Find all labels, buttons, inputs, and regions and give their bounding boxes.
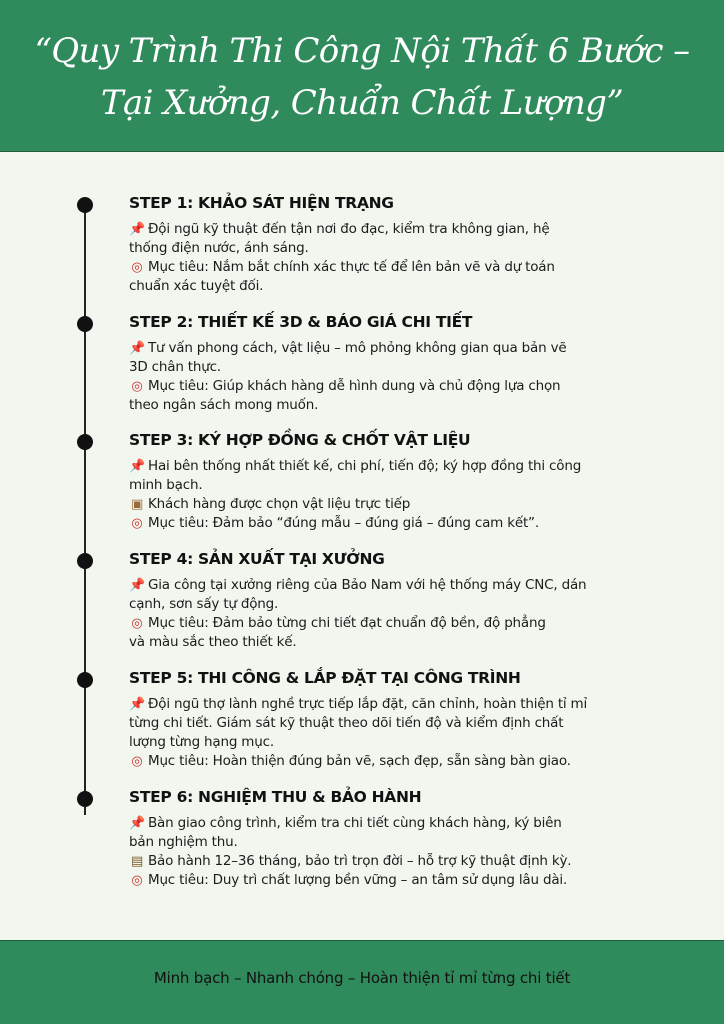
step-line	[129, 358, 649, 377]
step-line-text: Bàn giao công trình, kiểm tra chi tiết cùng khách hàng, ký biên	[148, 815, 562, 831]
step-line-text: từng chi tiết. Giám sát kỹ thuật theo dõi tiến độ và kiểm định chất	[129, 715, 564, 731]
timeline-dot	[77, 434, 93, 450]
pushpin-icon: 📌	[129, 459, 145, 474]
step-line	[129, 258, 649, 277]
page-title-line-1: “Quy Trình Thi Công Nội Thất 6 Bước –	[34, 31, 690, 71]
step-line-text: thống điện nước, ánh sáng.	[129, 240, 309, 256]
step-item	[129, 312, 649, 415]
step-item	[129, 668, 649, 771]
page-title-line-2: Tại Xưởng, Chuẩn Chất Lượng”	[100, 83, 624, 123]
step-line-text: Bảo hành 12–36 tháng, bảo trì trọn đời – hỗ trợ kỹ thuật định kỳ.	[148, 853, 572, 869]
step-line-text: theo ngân sách mong muốn.	[129, 397, 319, 413]
pushpin-icon: 📌	[129, 578, 145, 593]
step-line-text: Khách hàng được chọn vật liệu trực tiếp	[148, 496, 411, 512]
pushpin-icon: 📌	[129, 697, 145, 712]
step-line	[129, 695, 649, 714]
step-line	[129, 457, 649, 476]
step-line	[129, 714, 649, 733]
timeline-dot	[77, 553, 93, 569]
step-line-text: Mục tiêu: Đảm bảo “đúng mẫu – đúng giá – đúng cam kết”.	[148, 515, 539, 531]
step-line-text: và màu sắc theo thiết kế.	[129, 634, 297, 650]
step-line-text: Tư vấn phong cách, vật liệu – mô phỏng không gian qua bản vẽ	[148, 340, 567, 356]
step-title: STEP 1: KHẢO SÁT HIỆN TRẠNG	[129, 194, 394, 212]
step-line	[129, 752, 649, 771]
step-line-text: Đội ngũ thợ lành nghề trực tiếp lắp đặt, căn chỉnh, hoàn thiện tỉ mỉ	[148, 696, 588, 712]
target-icon: ◎	[131, 379, 143, 394]
target-icon: ◎	[131, 260, 143, 275]
pushpin-icon: 📌	[129, 222, 145, 237]
step-line-text: Mục tiêu: Đảm bảo từng chi tiết đạt chuẩn độ bền, độ phẳng	[148, 615, 546, 631]
step-line	[129, 833, 649, 852]
target-icon: ◎	[131, 754, 143, 769]
step-line	[129, 495, 649, 514]
step-line-text: Mục tiêu: Hoàn thiện đúng bản vẽ, sạch đẹp, sẵn sàng bàn giao.	[148, 753, 571, 769]
step-line	[129, 733, 649, 752]
step-line-text: chuẩn xác tuyệt đối.	[129, 278, 264, 294]
step-line	[129, 239, 649, 258]
header-banner	[0, 0, 724, 152]
step-line-text: 3D chân thực.	[129, 359, 221, 375]
step-item	[129, 193, 649, 296]
step-title: STEP 3: KÝ HỢP ĐỒNG & CHỐT VẬT LIỆU	[129, 431, 471, 449]
step-title: STEP 5: THI CÔNG & LẮP ĐẶT TẠI CÔNG TRÌNH	[129, 669, 521, 687]
step-line-text: Đội ngũ kỹ thuật đến tận nơi đo đạc, kiểm tra không gian, hệ	[148, 221, 550, 237]
step-line	[129, 220, 649, 239]
step-line-text: Mục tiêu: Giúp khách hàng dễ hình dung và chủ động lựa chọn	[148, 378, 561, 394]
step-item	[129, 549, 649, 652]
step-title: STEP 2: THIẾT KẾ 3D & BÁO GIÁ CHI TIẾT	[129, 313, 473, 331]
footer-banner	[0, 940, 724, 1024]
step-item	[129, 430, 649, 533]
pushpin-icon: 📌	[129, 341, 145, 356]
timeline-dot	[77, 791, 93, 807]
step-line	[129, 476, 649, 495]
step-line	[129, 852, 649, 871]
step-line-text: Hai bên thống nhất thiết kế, chi phí, tiến độ; ký hợp đồng thi công	[148, 458, 582, 474]
step-line	[129, 871, 649, 890]
step-line-text: bản nghiệm thu.	[129, 834, 238, 850]
step-title: STEP 4: SẢN XUẤT TẠI XƯỞNG	[129, 550, 385, 568]
step-line	[129, 377, 649, 396]
clipboard-icon: ▤	[130, 854, 144, 869]
step-line	[129, 396, 649, 415]
pushpin-icon: 📌	[129, 816, 145, 831]
footer-tagline: Minh bạch – Nhanh chóng – Hoàn thiện tỉ mỉ từng chi tiết	[153, 969, 571, 987]
step-line-text: Gia công tại xưởng riêng của Bảo Nam với hệ thống máy CNC, dán	[148, 577, 587, 593]
step-item	[129, 787, 649, 890]
step-line-text: minh bạch.	[129, 477, 203, 493]
target-icon: ◎	[131, 516, 143, 531]
step-line-text: cạnh, sơn sấy tự động.	[129, 596, 279, 612]
step-line-text: lượng từng hạng mục.	[129, 734, 274, 750]
timeline-dot	[77, 672, 93, 688]
step-line-text: Mục tiêu: Nắm bắt chính xác thực tế để lên bản vẽ và dự toán	[148, 259, 555, 275]
step-line	[129, 277, 649, 296]
target-icon: ◎	[131, 873, 143, 888]
step-line	[129, 339, 649, 358]
timeline-dot	[77, 316, 93, 332]
timeline-line	[84, 205, 86, 815]
step-line-text: Mục tiêu: Duy trì chất lượng bền vững – an tâm sử dụng lâu dài.	[148, 872, 568, 888]
step-line	[129, 633, 649, 652]
step-line	[129, 814, 649, 833]
step-line	[129, 595, 649, 614]
target-icon: ◎	[131, 616, 143, 631]
step-title: STEP 6: NGHIỆM THU & BẢO HÀNH	[129, 788, 422, 806]
package-icon: ▣	[130, 497, 144, 512]
step-line	[129, 614, 649, 633]
timeline-dot	[77, 197, 93, 213]
step-line	[129, 514, 649, 533]
step-line	[129, 576, 649, 595]
